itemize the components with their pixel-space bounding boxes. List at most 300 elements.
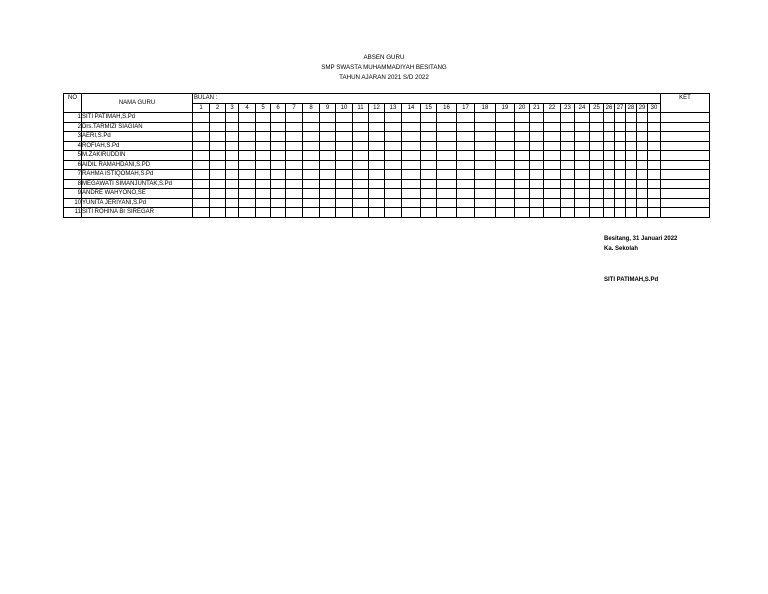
attendance-cell[interactable] xyxy=(604,132,615,142)
attendance-cell[interactable] xyxy=(626,208,637,218)
attendance-cell[interactable] xyxy=(303,122,320,132)
attendance-cell[interactable] xyxy=(402,141,421,151)
attendance-cell[interactable] xyxy=(561,151,575,161)
attendance-cell[interactable] xyxy=(530,170,544,180)
attendance-cell[interactable] xyxy=(303,113,320,123)
attendance-cell[interactable] xyxy=(496,113,515,123)
attendance-cell[interactable] xyxy=(369,170,385,180)
attendance-cell[interactable] xyxy=(336,170,353,180)
attendance-cell[interactable] xyxy=(496,208,515,218)
attendance-cell[interactable] xyxy=(575,179,590,189)
attendance-cell[interactable] xyxy=(353,132,369,142)
attendance-cell[interactable] xyxy=(615,189,626,199)
attendance-cell[interactable] xyxy=(626,179,637,189)
attendance-cell[interactable] xyxy=(637,198,648,208)
attendance-cell[interactable] xyxy=(320,208,336,218)
attendance-cell[interactable] xyxy=(437,170,457,180)
attendance-cell[interactable] xyxy=(336,179,353,189)
ket-cell[interactable] xyxy=(661,198,710,208)
attendance-cell[interactable] xyxy=(637,189,648,199)
attendance-cell[interactable] xyxy=(226,208,239,218)
attendance-cell[interactable] xyxy=(193,170,210,180)
attendance-cell[interactable] xyxy=(530,198,544,208)
attendance-cell[interactable] xyxy=(590,179,604,189)
attendance-cell[interactable] xyxy=(421,160,437,170)
attendance-cell[interactable] xyxy=(475,113,496,123)
attendance-cell[interactable] xyxy=(575,113,590,123)
attendance-cell[interactable] xyxy=(256,141,271,151)
attendance-cell[interactable] xyxy=(515,170,530,180)
attendance-cell[interactable] xyxy=(286,122,303,132)
attendance-cell[interactable] xyxy=(193,198,210,208)
ket-cell[interactable] xyxy=(661,160,710,170)
attendance-cell[interactable] xyxy=(626,113,637,123)
attendance-cell[interactable] xyxy=(561,132,575,142)
attendance-cell[interactable] xyxy=(604,198,615,208)
attendance-cell[interactable] xyxy=(256,170,271,180)
attendance-cell[interactable] xyxy=(256,122,271,132)
attendance-cell[interactable] xyxy=(369,160,385,170)
attendance-cell[interactable] xyxy=(648,189,661,199)
attendance-cell[interactable] xyxy=(626,141,637,151)
attendance-cell[interactable] xyxy=(421,151,437,161)
attendance-cell[interactable] xyxy=(353,198,369,208)
attendance-cell[interactable] xyxy=(402,179,421,189)
attendance-cell[interactable] xyxy=(369,141,385,151)
attendance-cell[interactable] xyxy=(515,113,530,123)
attendance-cell[interactable] xyxy=(210,179,226,189)
attendance-cell[interactable] xyxy=(320,132,336,142)
attendance-cell[interactable] xyxy=(615,160,626,170)
attendance-cell[interactable] xyxy=(402,122,421,132)
attendance-cell[interactable] xyxy=(437,132,457,142)
attendance-cell[interactable] xyxy=(544,160,561,170)
attendance-cell[interactable] xyxy=(637,113,648,123)
attendance-cell[interactable] xyxy=(530,113,544,123)
attendance-cell[interactable] xyxy=(421,179,437,189)
attendance-cell[interactable] xyxy=(590,132,604,142)
attendance-cell[interactable] xyxy=(604,189,615,199)
attendance-cell[interactable] xyxy=(648,141,661,151)
attendance-cell[interactable] xyxy=(626,170,637,180)
attendance-cell[interactable] xyxy=(648,198,661,208)
attendance-cell[interactable] xyxy=(604,179,615,189)
attendance-cell[interactable] xyxy=(575,160,590,170)
attendance-cell[interactable] xyxy=(193,113,210,123)
attendance-cell[interactable] xyxy=(210,113,226,123)
attendance-cell[interactable] xyxy=(336,151,353,161)
attendance-cell[interactable] xyxy=(575,208,590,218)
attendance-cell[interactable] xyxy=(615,198,626,208)
attendance-cell[interactable] xyxy=(320,198,336,208)
attendance-cell[interactable] xyxy=(590,208,604,218)
attendance-cell[interactable] xyxy=(385,151,402,161)
attendance-cell[interactable] xyxy=(590,141,604,151)
attendance-cell[interactable] xyxy=(320,170,336,180)
ket-cell[interactable] xyxy=(661,141,710,151)
attendance-cell[interactable] xyxy=(353,141,369,151)
attendance-cell[interactable] xyxy=(303,151,320,161)
attendance-cell[interactable] xyxy=(515,189,530,199)
attendance-cell[interactable] xyxy=(648,160,661,170)
attendance-cell[interactable] xyxy=(256,198,271,208)
attendance-cell[interactable] xyxy=(271,179,286,189)
attendance-cell[interactable] xyxy=(239,170,256,180)
attendance-cell[interactable] xyxy=(256,132,271,142)
attendance-cell[interactable] xyxy=(320,113,336,123)
attendance-cell[interactable] xyxy=(286,179,303,189)
attendance-cell[interactable] xyxy=(575,141,590,151)
attendance-cell[interactable] xyxy=(421,170,437,180)
attendance-cell[interactable] xyxy=(402,170,421,180)
attendance-cell[interactable] xyxy=(575,198,590,208)
ket-cell[interactable] xyxy=(661,170,710,180)
attendance-cell[interactable] xyxy=(303,170,320,180)
attendance-cell[interactable] xyxy=(575,170,590,180)
attendance-cell[interactable] xyxy=(369,113,385,123)
attendance-cell[interactable] xyxy=(475,132,496,142)
attendance-cell[interactable] xyxy=(210,122,226,132)
attendance-cell[interactable] xyxy=(437,179,457,189)
attendance-cell[interactable] xyxy=(496,170,515,180)
attendance-cell[interactable] xyxy=(475,151,496,161)
ket-cell[interactable] xyxy=(661,122,710,132)
attendance-cell[interactable] xyxy=(561,122,575,132)
attendance-cell[interactable] xyxy=(256,151,271,161)
attendance-cell[interactable] xyxy=(544,113,561,123)
attendance-cell[interactable] xyxy=(604,113,615,123)
attendance-cell[interactable] xyxy=(475,160,496,170)
attendance-cell[interactable] xyxy=(369,208,385,218)
attendance-cell[interactable] xyxy=(475,170,496,180)
attendance-cell[interactable] xyxy=(457,141,475,151)
attendance-cell[interactable] xyxy=(239,189,256,199)
attendance-cell[interactable] xyxy=(226,170,239,180)
attendance-cell[interactable] xyxy=(210,160,226,170)
attendance-cell[interactable] xyxy=(239,179,256,189)
attendance-cell[interactable] xyxy=(336,189,353,199)
attendance-cell[interactable] xyxy=(648,151,661,161)
attendance-cell[interactable] xyxy=(320,160,336,170)
attendance-cell[interactable] xyxy=(530,132,544,142)
attendance-cell[interactable] xyxy=(604,160,615,170)
attendance-cell[interactable] xyxy=(615,141,626,151)
attendance-cell[interactable] xyxy=(271,122,286,132)
ket-cell[interactable] xyxy=(661,208,710,218)
attendance-cell[interactable] xyxy=(475,198,496,208)
attendance-cell[interactable] xyxy=(239,151,256,161)
attendance-cell[interactable] xyxy=(615,132,626,142)
attendance-cell[interactable] xyxy=(336,113,353,123)
attendance-cell[interactable] xyxy=(575,132,590,142)
attendance-cell[interactable] xyxy=(637,122,648,132)
attendance-cell[interactable] xyxy=(575,189,590,199)
attendance-cell[interactable] xyxy=(544,208,561,218)
attendance-cell[interactable] xyxy=(193,132,210,142)
attendance-cell[interactable] xyxy=(402,151,421,161)
ket-cell[interactable] xyxy=(661,151,710,161)
attendance-cell[interactable] xyxy=(475,208,496,218)
attendance-cell[interactable] xyxy=(590,170,604,180)
attendance-cell[interactable] xyxy=(256,113,271,123)
attendance-cell[interactable] xyxy=(271,160,286,170)
attendance-cell[interactable] xyxy=(475,189,496,199)
attendance-cell[interactable] xyxy=(286,208,303,218)
attendance-cell[interactable] xyxy=(303,208,320,218)
attendance-cell[interactable] xyxy=(515,208,530,218)
attendance-cell[interactable] xyxy=(421,122,437,132)
attendance-cell[interactable] xyxy=(271,132,286,142)
attendance-cell[interactable] xyxy=(561,198,575,208)
attendance-cell[interactable] xyxy=(286,132,303,142)
attendance-cell[interactable] xyxy=(256,160,271,170)
ket-cell[interactable] xyxy=(661,113,710,123)
attendance-cell[interactable] xyxy=(239,160,256,170)
attendance-cell[interactable] xyxy=(496,122,515,132)
attendance-cell[interactable] xyxy=(515,198,530,208)
attendance-cell[interactable] xyxy=(544,170,561,180)
attendance-cell[interactable] xyxy=(530,141,544,151)
attendance-cell[interactable] xyxy=(271,141,286,151)
attendance-cell[interactable] xyxy=(226,160,239,170)
attendance-cell[interactable] xyxy=(226,198,239,208)
attendance-cell[interactable] xyxy=(193,208,210,218)
attendance-cell[interactable] xyxy=(544,141,561,151)
attendance-cell[interactable] xyxy=(256,179,271,189)
attendance-cell[interactable] xyxy=(303,198,320,208)
attendance-cell[interactable] xyxy=(193,141,210,151)
attendance-cell[interactable] xyxy=(626,160,637,170)
attendance-cell[interactable] xyxy=(530,208,544,218)
attendance-cell[interactable] xyxy=(226,132,239,142)
attendance-cell[interactable] xyxy=(193,122,210,132)
attendance-cell[interactable] xyxy=(496,132,515,142)
attendance-cell[interactable] xyxy=(544,189,561,199)
attendance-cell[interactable] xyxy=(561,208,575,218)
attendance-cell[interactable] xyxy=(320,189,336,199)
attendance-cell[interactable] xyxy=(353,151,369,161)
attendance-cell[interactable] xyxy=(515,160,530,170)
attendance-cell[interactable] xyxy=(336,132,353,142)
attendance-cell[interactable] xyxy=(515,151,530,161)
attendance-cell[interactable] xyxy=(353,179,369,189)
attendance-cell[interactable] xyxy=(615,208,626,218)
attendance-cell[interactable] xyxy=(457,179,475,189)
attendance-cell[interactable] xyxy=(637,151,648,161)
attendance-cell[interactable] xyxy=(637,208,648,218)
attendance-cell[interactable] xyxy=(385,179,402,189)
attendance-cell[interactable] xyxy=(303,189,320,199)
attendance-cell[interactable] xyxy=(303,179,320,189)
attendance-cell[interactable] xyxy=(239,208,256,218)
attendance-cell[interactable] xyxy=(353,170,369,180)
attendance-cell[interactable] xyxy=(286,151,303,161)
attendance-cell[interactable] xyxy=(544,198,561,208)
ket-cell[interactable] xyxy=(661,132,710,142)
attendance-cell[interactable] xyxy=(385,122,402,132)
attendance-cell[interactable] xyxy=(604,141,615,151)
attendance-cell[interactable] xyxy=(475,141,496,151)
attendance-cell[interactable] xyxy=(437,122,457,132)
attendance-cell[interactable] xyxy=(575,151,590,161)
attendance-cell[interactable] xyxy=(590,122,604,132)
attendance-cell[interactable] xyxy=(210,208,226,218)
attendance-cell[interactable] xyxy=(637,160,648,170)
attendance-cell[interactable] xyxy=(385,141,402,151)
attendance-cell[interactable] xyxy=(193,179,210,189)
attendance-cell[interactable] xyxy=(515,122,530,132)
attendance-cell[interactable] xyxy=(256,208,271,218)
attendance-cell[interactable] xyxy=(369,189,385,199)
attendance-cell[interactable] xyxy=(590,113,604,123)
attendance-cell[interactable] xyxy=(637,179,648,189)
attendance-cell[interactable] xyxy=(226,179,239,189)
attendance-cell[interactable] xyxy=(271,198,286,208)
attendance-cell[interactable] xyxy=(590,189,604,199)
attendance-cell[interactable] xyxy=(575,122,590,132)
attendance-cell[interactable] xyxy=(421,189,437,199)
attendance-cell[interactable] xyxy=(385,189,402,199)
attendance-cell[interactable] xyxy=(336,122,353,132)
attendance-cell[interactable] xyxy=(369,122,385,132)
attendance-cell[interactable] xyxy=(210,170,226,180)
attendance-cell[interactable] xyxy=(353,122,369,132)
attendance-cell[interactable] xyxy=(271,151,286,161)
attendance-cell[interactable] xyxy=(369,198,385,208)
attendance-cell[interactable] xyxy=(626,198,637,208)
attendance-cell[interactable] xyxy=(193,160,210,170)
attendance-cell[interactable] xyxy=(561,170,575,180)
attendance-cell[interactable] xyxy=(239,122,256,132)
attendance-cell[interactable] xyxy=(457,189,475,199)
attendance-cell[interactable] xyxy=(457,113,475,123)
attendance-cell[interactable] xyxy=(437,198,457,208)
attendance-cell[interactable] xyxy=(615,179,626,189)
attendance-cell[interactable] xyxy=(210,132,226,142)
attendance-cell[interactable] xyxy=(626,189,637,199)
attendance-cell[interactable] xyxy=(210,141,226,151)
attendance-cell[interactable] xyxy=(457,208,475,218)
attendance-cell[interactable] xyxy=(544,151,561,161)
attendance-cell[interactable] xyxy=(515,141,530,151)
attendance-cell[interactable] xyxy=(336,141,353,151)
attendance-cell[interactable] xyxy=(544,122,561,132)
attendance-cell[interactable] xyxy=(604,122,615,132)
attendance-cell[interactable] xyxy=(561,141,575,151)
attendance-cell[interactable] xyxy=(286,113,303,123)
attendance-cell[interactable] xyxy=(226,151,239,161)
attendance-cell[interactable] xyxy=(437,160,457,170)
attendance-cell[interactable] xyxy=(303,160,320,170)
attendance-cell[interactable] xyxy=(590,160,604,170)
attendance-cell[interactable] xyxy=(320,179,336,189)
attendance-cell[interactable] xyxy=(286,170,303,180)
attendance-cell[interactable] xyxy=(626,151,637,161)
attendance-cell[interactable] xyxy=(496,160,515,170)
attendance-cell[interactable] xyxy=(590,151,604,161)
attendance-cell[interactable] xyxy=(286,141,303,151)
attendance-cell[interactable] xyxy=(530,160,544,170)
attendance-cell[interactable] xyxy=(353,208,369,218)
attendance-cell[interactable] xyxy=(496,179,515,189)
attendance-cell[interactable] xyxy=(437,189,457,199)
attendance-cell[interactable] xyxy=(626,132,637,142)
attendance-cell[interactable] xyxy=(353,160,369,170)
attendance-cell[interactable] xyxy=(648,113,661,123)
attendance-cell[interactable] xyxy=(637,141,648,151)
attendance-cell[interactable] xyxy=(271,170,286,180)
attendance-cell[interactable] xyxy=(648,208,661,218)
attendance-cell[interactable] xyxy=(353,189,369,199)
attendance-cell[interactable] xyxy=(402,113,421,123)
attendance-cell[interactable] xyxy=(256,189,271,199)
attendance-cell[interactable] xyxy=(561,160,575,170)
attendance-cell[interactable] xyxy=(530,122,544,132)
attendance-cell[interactable] xyxy=(496,141,515,151)
attendance-cell[interactable] xyxy=(421,198,437,208)
attendance-cell[interactable] xyxy=(637,132,648,142)
attendance-cell[interactable] xyxy=(530,151,544,161)
attendance-cell[interactable] xyxy=(226,113,239,123)
attendance-cell[interactable] xyxy=(303,141,320,151)
attendance-cell[interactable] xyxy=(496,198,515,208)
attendance-cell[interactable] xyxy=(385,170,402,180)
attendance-cell[interactable] xyxy=(496,151,515,161)
attendance-cell[interactable] xyxy=(615,113,626,123)
attendance-cell[interactable] xyxy=(457,160,475,170)
attendance-cell[interactable] xyxy=(385,160,402,170)
attendance-cell[interactable] xyxy=(561,189,575,199)
attendance-cell[interactable] xyxy=(604,151,615,161)
attendance-cell[interactable] xyxy=(271,189,286,199)
attendance-cell[interactable] xyxy=(210,198,226,208)
attendance-cell[interactable] xyxy=(402,208,421,218)
attendance-cell[interactable] xyxy=(353,113,369,123)
attendance-cell[interactable] xyxy=(271,113,286,123)
attendance-cell[interactable] xyxy=(320,122,336,132)
attendance-cell[interactable] xyxy=(615,170,626,180)
attendance-cell[interactable] xyxy=(421,208,437,218)
attendance-cell[interactable] xyxy=(457,170,475,180)
attendance-cell[interactable] xyxy=(239,132,256,142)
attendance-cell[interactable] xyxy=(226,122,239,132)
attendance-cell[interactable] xyxy=(402,198,421,208)
attendance-cell[interactable] xyxy=(544,179,561,189)
attendance-cell[interactable] xyxy=(626,122,637,132)
attendance-cell[interactable] xyxy=(648,179,661,189)
attendance-cell[interactable] xyxy=(590,198,604,208)
attendance-cell[interactable] xyxy=(475,122,496,132)
attendance-cell[interactable] xyxy=(604,208,615,218)
attendance-cell[interactable] xyxy=(369,151,385,161)
attendance-cell[interactable] xyxy=(530,179,544,189)
attendance-cell[interactable] xyxy=(421,141,437,151)
attendance-cell[interactable] xyxy=(336,198,353,208)
attendance-cell[interactable] xyxy=(369,179,385,189)
attendance-cell[interactable] xyxy=(286,198,303,208)
attendance-cell[interactable] xyxy=(421,132,437,142)
attendance-cell[interactable] xyxy=(193,189,210,199)
attendance-cell[interactable] xyxy=(648,170,661,180)
attendance-cell[interactable] xyxy=(336,208,353,218)
attendance-cell[interactable] xyxy=(286,160,303,170)
attendance-cell[interactable] xyxy=(320,151,336,161)
attendance-cell[interactable] xyxy=(544,132,561,142)
attendance-cell[interactable] xyxy=(437,151,457,161)
attendance-cell[interactable] xyxy=(615,151,626,161)
attendance-cell[interactable] xyxy=(515,179,530,189)
attendance-cell[interactable] xyxy=(648,122,661,132)
